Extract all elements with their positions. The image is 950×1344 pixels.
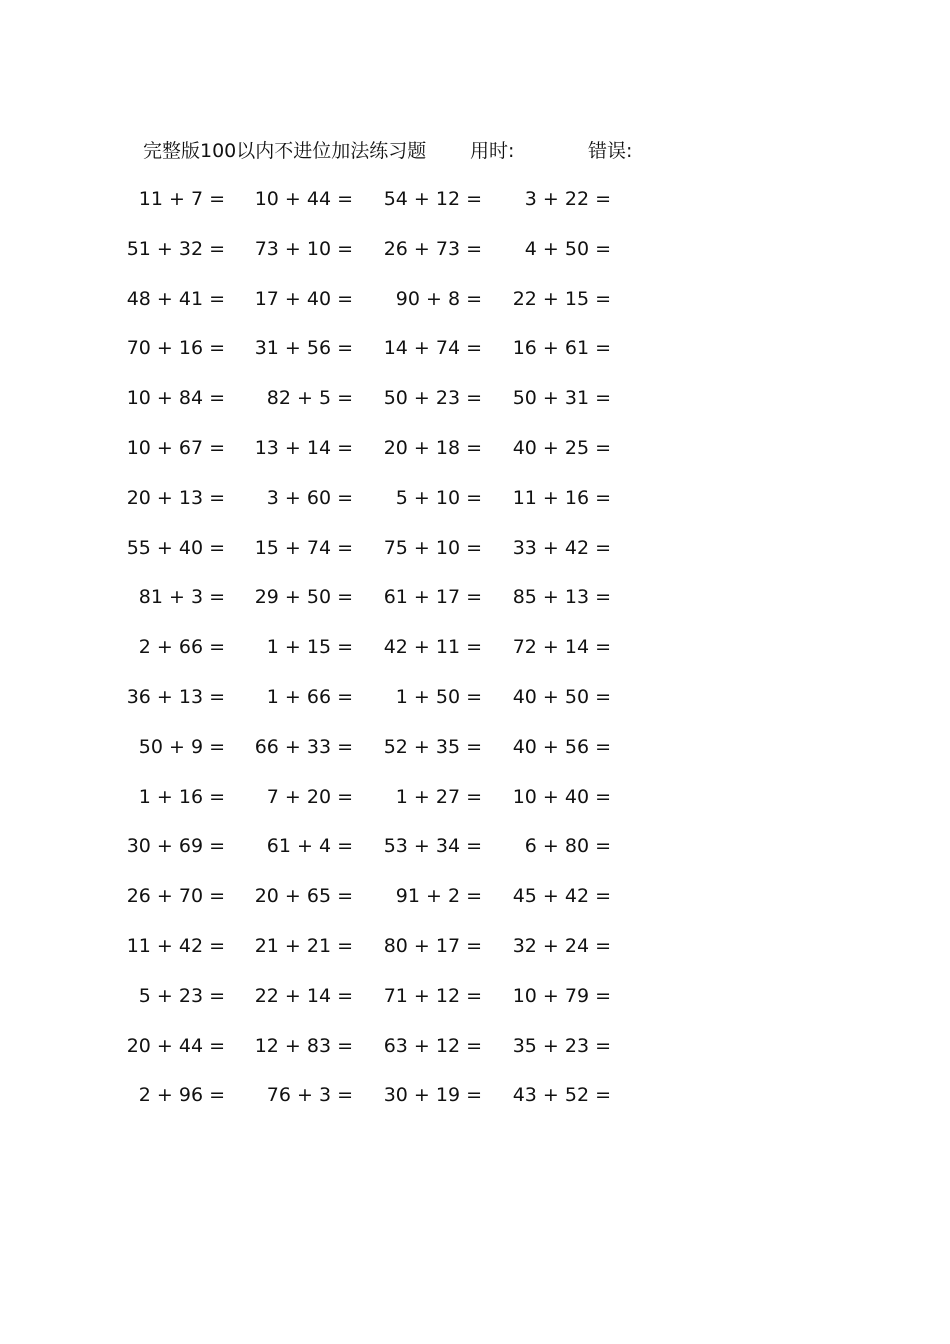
problem-cell: 76 + 3 = xyxy=(266,1084,353,1107)
problem-cell: 10 + 44 = xyxy=(254,188,353,210)
problem-row xyxy=(0,234,950,284)
problem-cell: 73 + 10 = xyxy=(254,237,353,260)
problem-cell: 33 + 42 = xyxy=(512,536,611,559)
problem-cell: 81 + 3 = xyxy=(138,586,225,609)
problem-cell: 82 + 5 = xyxy=(266,387,353,410)
problem-row xyxy=(0,383,950,433)
problem-cell: 54 + 12 = xyxy=(383,188,482,210)
problem-cell: 4 + 50 = xyxy=(524,237,611,260)
problem-cell: 31 + 56 = xyxy=(254,337,353,360)
problem-cell: 7 + 20 = xyxy=(266,785,353,808)
problem-cell: 26 + 70 = xyxy=(126,885,225,908)
problem-cell: 20 + 18 = xyxy=(383,436,482,459)
problem-row xyxy=(0,782,950,832)
problem-grid xyxy=(0,184,950,1130)
problem-cell: 40 + 25 = xyxy=(512,436,611,459)
problem-cell: 63 + 12 = xyxy=(383,1034,482,1057)
problem-cell: 11 + 42 = xyxy=(126,934,225,957)
problem-row xyxy=(0,433,950,483)
problem-cell: 42 + 11 = xyxy=(383,636,482,659)
problem-cell: 43 + 52 = xyxy=(512,1084,611,1107)
problem-row xyxy=(0,981,950,1031)
problem-cell: 53 + 34 = xyxy=(383,835,482,858)
problem-cell: 30 + 19 = xyxy=(383,1084,482,1107)
problem-row xyxy=(0,284,950,334)
problem-cell: 1 + 66 = xyxy=(266,685,353,708)
problem-cell: 40 + 50 = xyxy=(512,685,611,708)
problem-cell: 10 + 79 = xyxy=(512,984,611,1007)
problem-cell: 3 + 60 = xyxy=(266,486,353,509)
problem-cell: 15 + 74 = xyxy=(254,536,353,559)
problem-cell: 1 + 16 = xyxy=(138,785,225,808)
problem-cell: 30 + 69 = xyxy=(126,835,225,858)
problem-cell: 32 + 24 = xyxy=(512,934,611,957)
problem-row xyxy=(0,1080,950,1130)
problem-cell: 16 + 61 = xyxy=(512,337,611,360)
problem-cell: 1 + 15 = xyxy=(266,636,353,659)
error-label: 错误: xyxy=(588,140,633,162)
problem-cell: 55 + 40 = xyxy=(126,536,225,559)
problem-cell: 1 + 50 = xyxy=(395,685,482,708)
problem-cell: 20 + 13 = xyxy=(126,486,225,509)
problem-row xyxy=(0,881,950,931)
problem-cell: 26 + 73 = xyxy=(383,237,482,260)
problem-cell: 22 + 14 = xyxy=(254,984,353,1007)
problem-cell: 3 + 22 = xyxy=(524,188,611,210)
problem-cell: 10 + 67 = xyxy=(126,436,225,459)
problem-cell: 20 + 44 = xyxy=(126,1034,225,1057)
problem-cell: 1 + 27 = xyxy=(395,785,482,808)
time-label: 用时: xyxy=(470,140,515,162)
problem-cell: 40 + 56 = xyxy=(512,735,611,758)
problem-cell: 5 + 23 = xyxy=(138,984,225,1007)
problem-cell: 71 + 12 = xyxy=(383,984,482,1007)
problem-cell: 10 + 84 = xyxy=(126,387,225,410)
problem-cell: 51 + 32 = xyxy=(126,237,225,260)
problem-cell: 85 + 13 = xyxy=(512,586,611,609)
problem-row xyxy=(0,632,950,682)
problem-cell: 20 + 65 = xyxy=(254,885,353,908)
problem-cell: 50 + 9 = xyxy=(138,735,225,758)
problem-cell: 12 + 83 = xyxy=(254,1034,353,1057)
problem-cell: 17 + 40 = xyxy=(254,287,353,310)
problem-cell: 22 + 15 = xyxy=(512,287,611,310)
problem-row xyxy=(0,682,950,732)
problem-cell: 61 + 4 = xyxy=(266,835,353,858)
worksheet-title: 完整版100以内不进位加法练习题 xyxy=(143,140,427,162)
problem-row xyxy=(0,931,950,981)
problem-cell: 61 + 17 = xyxy=(383,586,482,609)
problem-cell: 2 + 96 = xyxy=(138,1084,225,1107)
problem-cell: 13 + 14 = xyxy=(254,436,353,459)
problem-cell: 6 + 80 = xyxy=(524,835,611,858)
problem-cell: 66 + 33 = xyxy=(254,735,353,758)
problem-cell: 10 + 40 = xyxy=(512,785,611,808)
problem-cell: 52 + 35 = xyxy=(383,735,482,758)
problem-cell: 45 + 42 = xyxy=(512,885,611,908)
problem-cell: 11 + 7 = xyxy=(138,188,225,210)
problem-cell: 91 + 2 = xyxy=(395,885,482,908)
problem-row xyxy=(0,533,950,583)
problem-cell: 21 + 21 = xyxy=(254,934,353,957)
problem-cell: 5 + 10 = xyxy=(395,486,482,509)
problem-cell: 80 + 17 = xyxy=(383,934,482,957)
problem-cell: 90 + 8 = xyxy=(395,287,482,310)
problem-cell: 35 + 23 = xyxy=(512,1034,611,1057)
problem-row xyxy=(0,582,950,632)
problem-cell: 36 + 13 = xyxy=(126,685,225,708)
problem-cell: 75 + 10 = xyxy=(383,536,482,559)
problem-cell: 72 + 14 = xyxy=(512,636,611,659)
problem-cell: 14 + 74 = xyxy=(383,337,482,360)
problem-cell: 48 + 41 = xyxy=(126,287,225,310)
problem-row xyxy=(0,732,950,782)
problem-row xyxy=(0,483,950,533)
problem-cell: 29 + 50 = xyxy=(254,586,353,609)
problem-cell: 11 + 16 = xyxy=(512,486,611,509)
problem-row xyxy=(0,1031,950,1081)
problem-cell: 2 + 66 = xyxy=(138,636,225,659)
problem-row xyxy=(0,184,950,234)
problem-cell: 70 + 16 = xyxy=(126,337,225,360)
problem-cell: 50 + 23 = xyxy=(383,387,482,410)
problem-row xyxy=(0,333,950,383)
problem-row xyxy=(0,831,950,881)
problem-cell: 50 + 31 = xyxy=(512,387,611,410)
